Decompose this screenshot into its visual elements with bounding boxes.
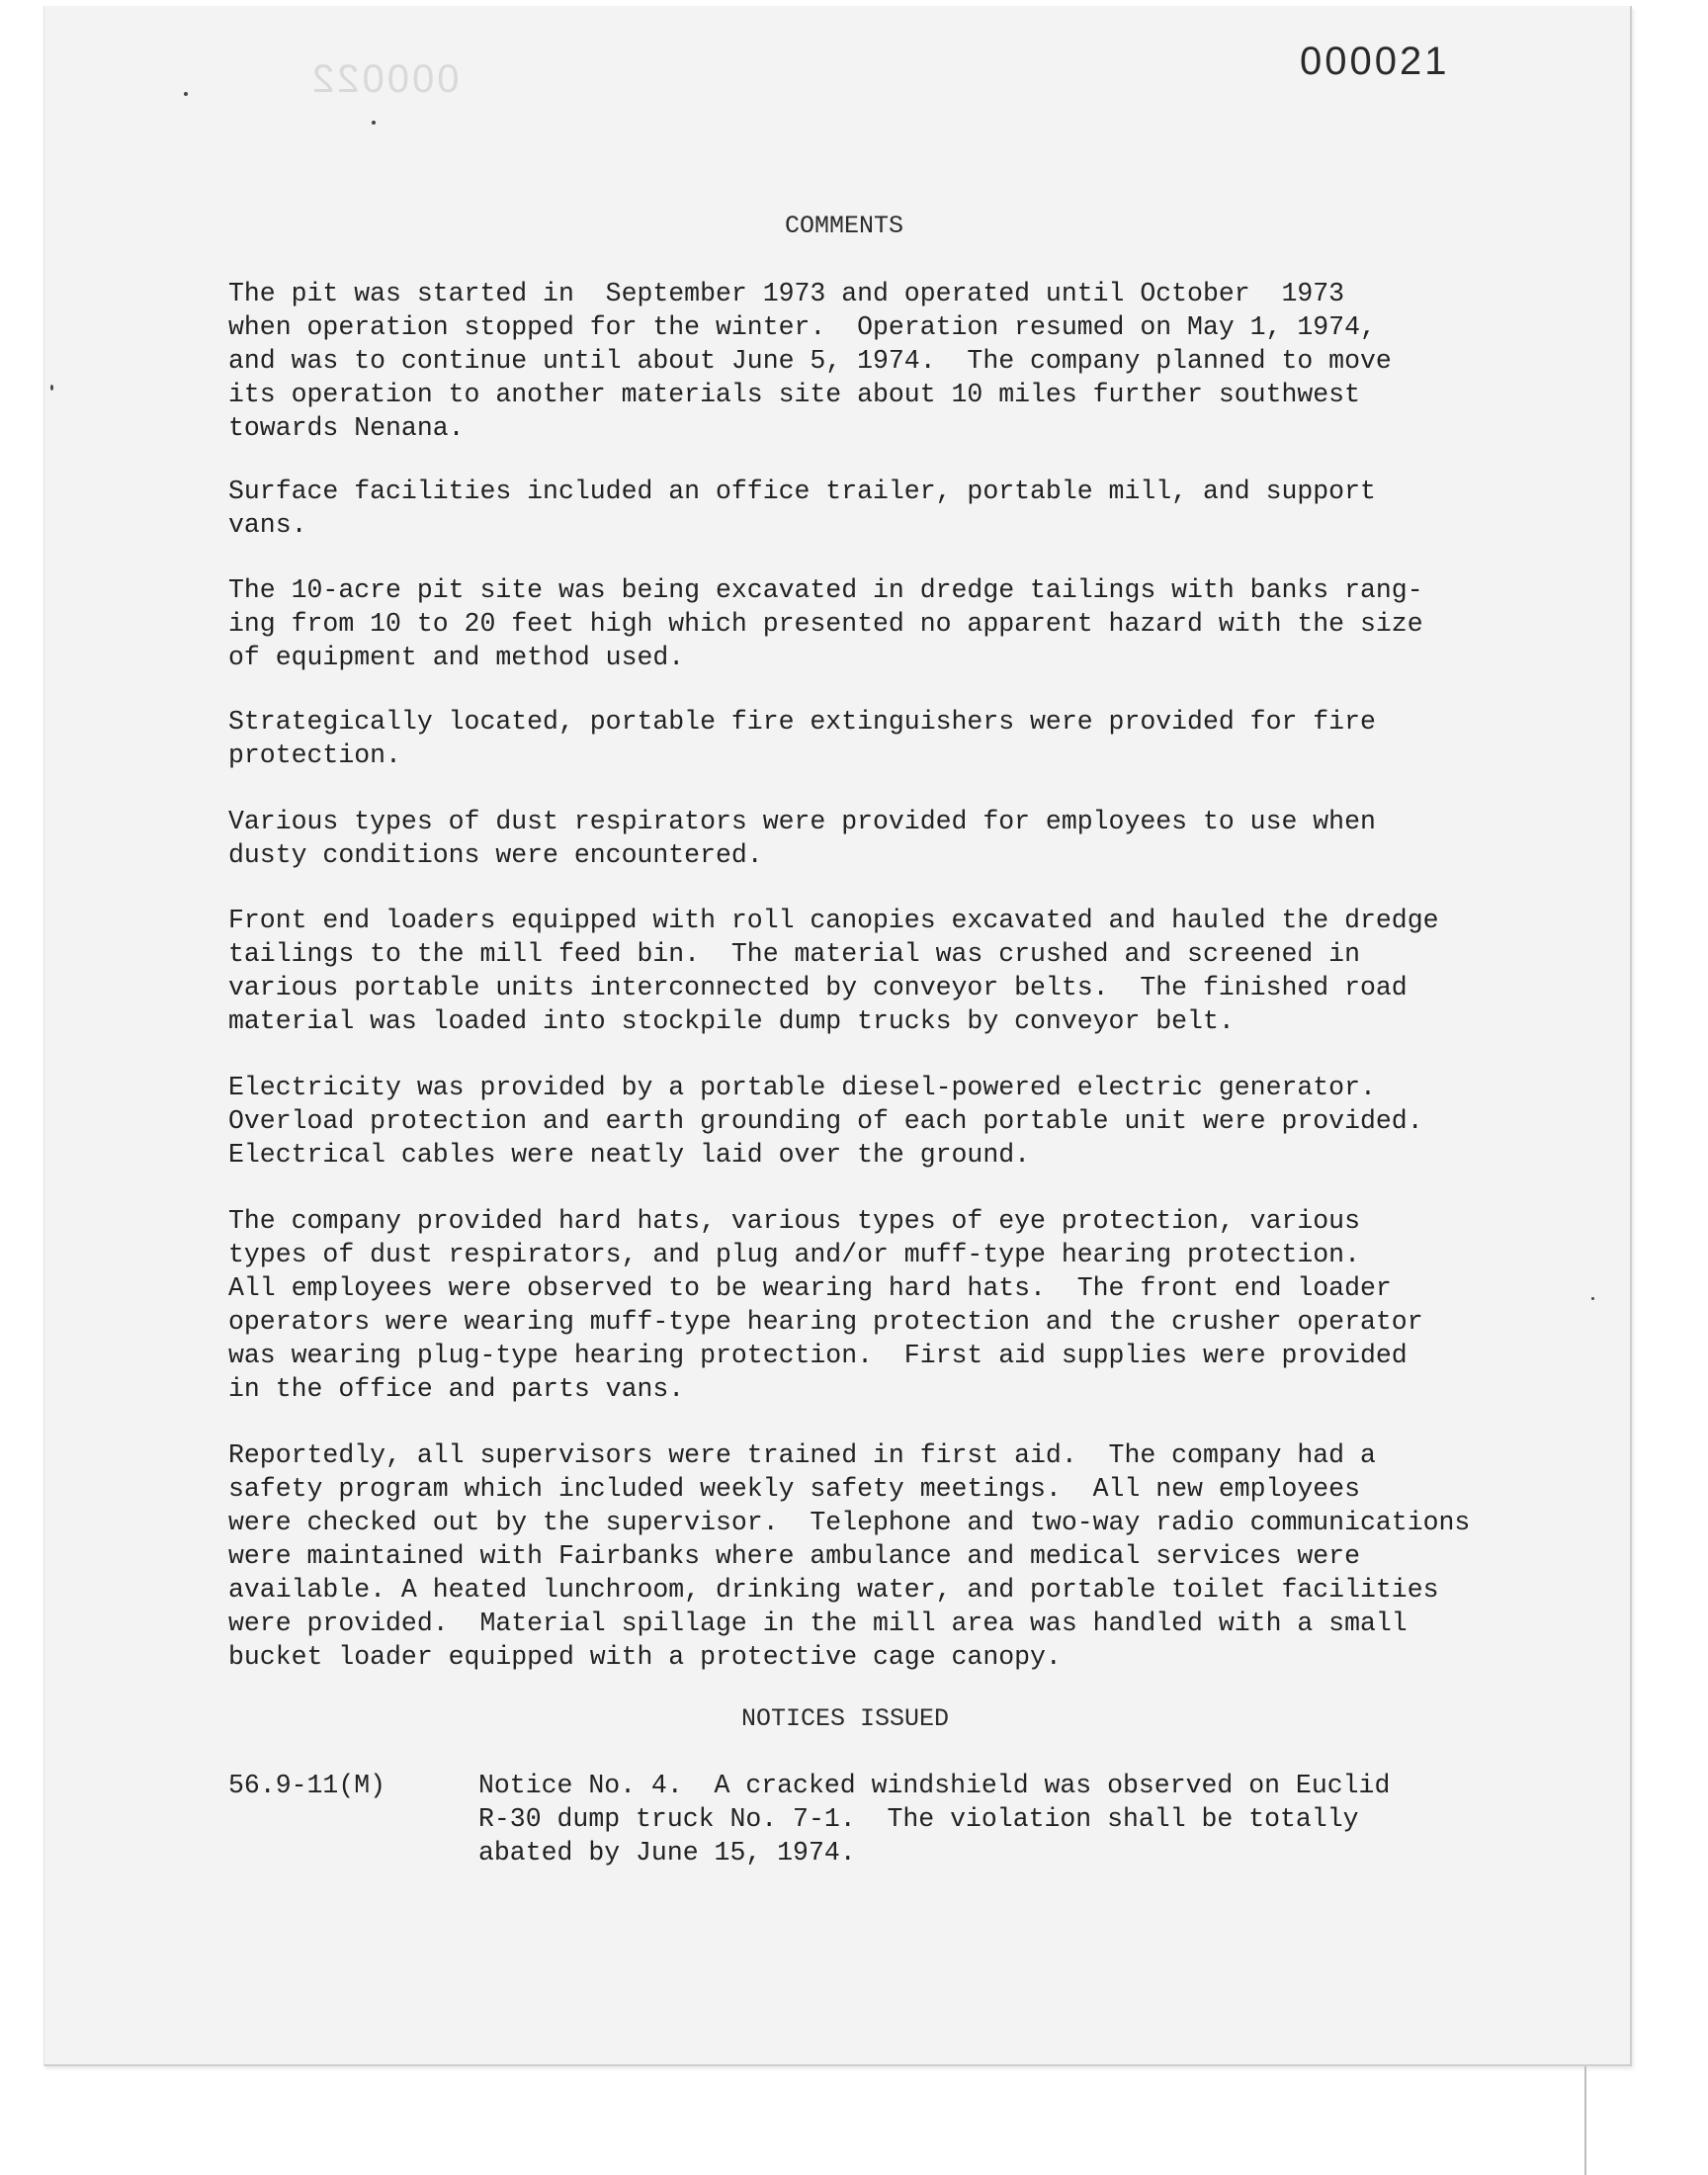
scan-edge-mark bbox=[1584, 2066, 1586, 2175]
paragraph-protective-equipment: The company provided hard hats, various types of eye protection, various types of dust respirators, and plug and/or muff-type hearing protection. All employees were observed to be wearing hard hats. The front end loader operators were wearing muff-type hearing protection and the crusher operator was wearing plug-type hearing protection. First aid supplies were provided in the office and parts vans. bbox=[228, 1206, 1423, 1404]
scan-speck bbox=[372, 121, 376, 125]
page-stamp-number: 000021 bbox=[1300, 40, 1450, 83]
comments-heading: COMMENTS bbox=[784, 212, 904, 240]
paragraph-surface-facilities: Surface facilities included an office trailer, portable mill, and support vans. bbox=[228, 477, 1376, 540]
paragraph-pit-operation: The pit was started in September 1973 and operated until October 1973 when operation stopped for the winter. Operation resumed on May 1, 1974, and was to continue until about June 5, 1974. The company planned to move its operation to another materials site about 10 miles further southwest towards Nenana. bbox=[228, 279, 1392, 443]
paragraph-front-end-loaders: Front end loaders equipped with roll canopies excavated and hauled the dredge tailings to the mill feed bin. The material was crushed and screened in various portable units interconnected by conveyor belts. The finished road material was loaded into stockpile dump trucks by conveyor belt. bbox=[228, 906, 1439, 1036]
paragraph-electricity: Electricity was provided by a portable diesel-powered electric generator. Overload protection and earth grounding of each portable unit were provided. Electrical cables were neatly laid over the ground. bbox=[228, 1073, 1423, 1170]
paragraph-pit-site: The 10-acre pit site was being excavated in dredge tailings with banks rang- ing from 10 to 20 feet high which presented no apparent hazard with the size of equipment and method used. bbox=[228, 575, 1423, 672]
paragraph-dust-respirators: Various types of dust respirators were provided for employees to use when dusty conditions were encountered. bbox=[228, 807, 1376, 870]
paragraph-safety-program: Reportedly, all supervisors were trained in first aid. The company had a safety program which included weekly safety meetings. All new employees were checked out by the supervisor. Telephone and two-way radio communications were maintained with Fairbanks where ambulance and medical services were available. A heated lunchroom, drinking water, and portable toilet facilities were provided. Material spillage in the mill area was handled with a small bucket loader equipped with a protective cage canopy. bbox=[228, 1440, 1471, 1672]
bleed-through-page-number: 000022 bbox=[309, 57, 460, 101]
notice-description: Notice No. 4. A cracked windshield was observed on Euclid R-30 dump truck No. 7-1. The violation shall be totally abated by June 15, 1974. bbox=[478, 1771, 1391, 1868]
scan-speck bbox=[50, 385, 53, 391]
scan-speck bbox=[1591, 1297, 1594, 1300]
paragraph-fire-extinguishers: Strategically located, portable fire extinguishers were provided for fire protection. bbox=[228, 707, 1376, 770]
scan-speck bbox=[184, 92, 188, 96]
notices-issued-heading: NOTICES ISSUED bbox=[740, 1704, 950, 1733]
notice-regulation-code: 56.9-11(M) bbox=[228, 1771, 386, 1800]
